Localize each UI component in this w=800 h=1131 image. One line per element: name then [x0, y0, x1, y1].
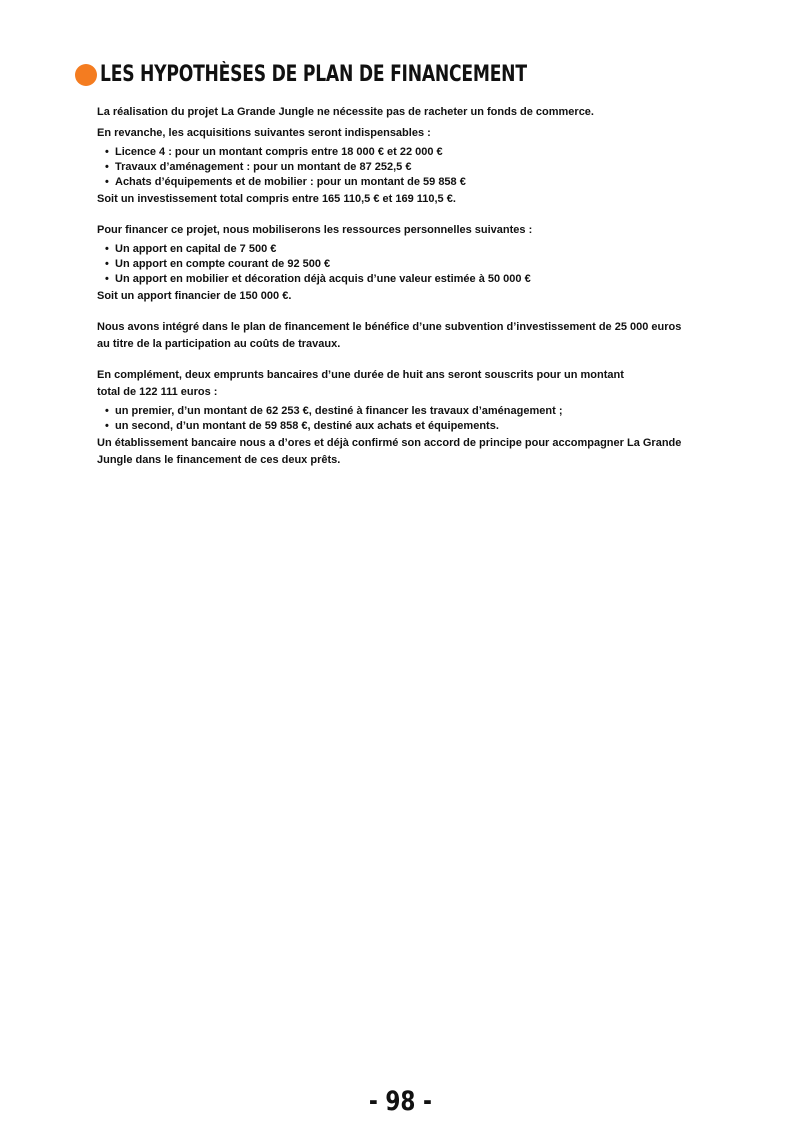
list-item-text: Un apport en mobilier et décoration déjà acquis d’une valeur estimée à 50 000 €: [115, 273, 531, 285]
subsidy-line-2: au titre de la participation au coûts de travaux.: [97, 338, 341, 350]
list-item: [105, 257, 737, 272]
bullet-icon: •: [105, 258, 109, 270]
investment-total: Soit un investissement total compris entre 165 110,5 € et 169 110,5 €.: [97, 193, 456, 205]
intro-paragraph: La réalisation du projet La Grande Jungle ne nécessite pas de racheter un fonds de commerce.: [97, 106, 594, 118]
orange-bullet-icon: [75, 64, 97, 86]
resources-list: [97, 242, 737, 287]
section-heading: [75, 62, 647, 87]
bullet-icon: •: [105, 146, 109, 158]
bullet-icon: •: [105, 243, 109, 255]
contribution-total: Soit un apport financier de 150 000 €.: [97, 290, 292, 302]
list-item-text: Un apport en capital de 7 500 €: [115, 243, 277, 255]
list-item: [105, 404, 737, 419]
list-item: [105, 160, 737, 175]
list-item: [105, 419, 737, 434]
bullet-icon: •: [105, 420, 109, 432]
list-item-text: Achats d’équipements et de mobilier : pour un montant de 59 858 €: [115, 176, 466, 188]
list-item-text: Licence 4 : pour un montant compris entre 18 000 € et 22 000 €: [115, 146, 443, 158]
resources-intro: Pour financer ce projet, nous mobiliserons les ressources personnelles suivantes :: [97, 224, 533, 236]
list-item-text: un premier, d’un montant de 62 253 €, destiné à financer les travaux d’aménagement ;: [115, 405, 563, 417]
list-item-text: un second, d’un montant de 59 858 €, destiné aux achats et équipements.: [115, 420, 499, 432]
bullet-icon: •: [105, 273, 109, 285]
loans-list: [97, 404, 737, 434]
acquisitions-list: [97, 145, 737, 190]
loans-line-1: En complément, deux emprunts bancaires d’une durée de huit ans seront souscrits pour un montant: [97, 369, 624, 381]
bank-agreement-line-1: Un établissement bancaire nous a d’ores et déjà confirmé son accord de principe pour accompagner La Grande: [97, 437, 682, 449]
list-item: [105, 242, 737, 257]
subsidy-line-1: Nous avons intégré dans le plan de financement le bénéfice d’une subvention d’investissement de 25 000 euros: [97, 321, 682, 333]
page-number: [0, 1086, 800, 1117]
bullet-icon: •: [105, 405, 109, 417]
page-title: LES HYPOTHÈSES DE PLAN DE FINANCEMENT: [100, 62, 527, 87]
loans-line-2: total de 122 111 euros :: [97, 386, 218, 398]
list-item: [105, 145, 737, 160]
document-body: [97, 104, 737, 469]
bank-agreement-line-2: Jungle dans le financement de ces deux prêts.: [97, 454, 341, 466]
bullet-icon: •: [105, 161, 109, 173]
page-number-text: - 98 -: [368, 1086, 432, 1117]
list-item: [105, 272, 737, 287]
list-item-text: Un apport en compte courant de 92 500 €: [115, 258, 331, 270]
list-item: [105, 175, 737, 190]
bullet-icon: •: [105, 176, 109, 188]
list-item-text: Travaux d’aménagement : pour un montant de 87 252,5 €: [115, 161, 412, 173]
acquisitions-intro: En revanche, les acquisitions suivantes seront indispensables :: [97, 127, 431, 139]
